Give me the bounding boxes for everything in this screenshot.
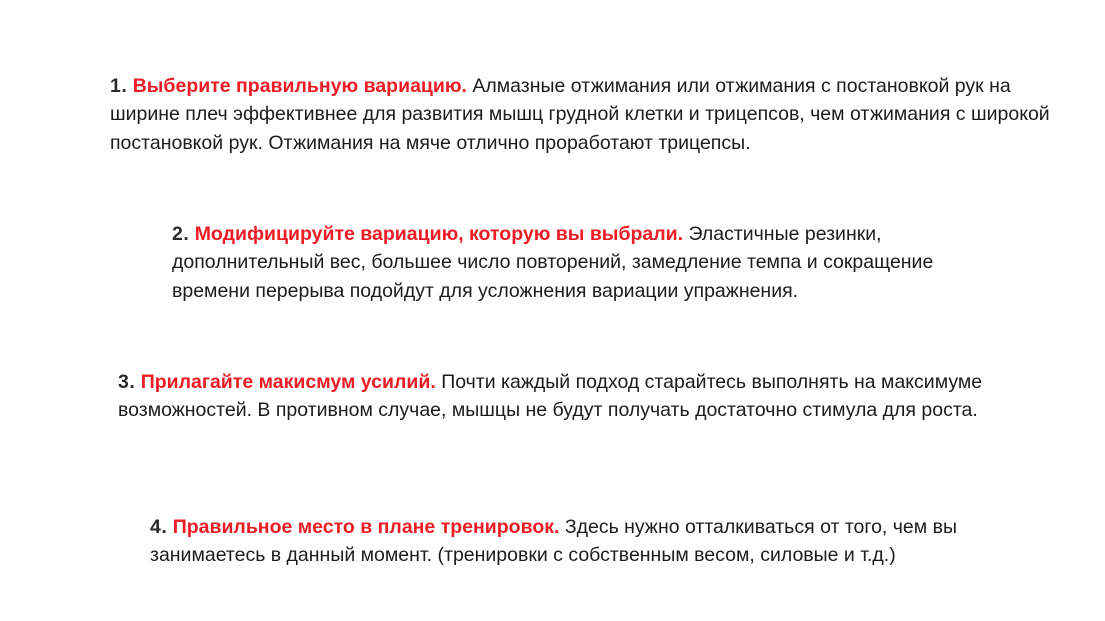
list-item-lead: Модифицируйте вариацию, которую вы выбрали. bbox=[194, 222, 684, 245]
list-item-lead: Выберите правильную вариацию. bbox=[132, 74, 467, 97]
list-item-lead: Прилагайте макисмум усилий. bbox=[140, 370, 436, 393]
list-item-number: 3. bbox=[118, 370, 136, 393]
list-item-number: 2. bbox=[172, 222, 190, 245]
list-item-body: Здесь нужно отталкиваться от того, чем вы занимаетесь в данный момент. (тренировки с собственным весом, силовые и т.д.) bbox=[150, 515, 957, 567]
list-item-body: Эластичные резинки, дополнительный вес, большее число повторений, замедление темпа и сокращение времени перерыва подойдут для усложнения вариации упражнения. bbox=[172, 222, 934, 303]
list-item-number: 4. bbox=[150, 515, 168, 538]
list-item bbox=[150, 513, 1040, 571]
list-item-body: Почти каждый подход старайтесь выполнять на максимуме возможностей. В противном случае, мышцы не будут получать достаточно стимула для роста. bbox=[118, 370, 983, 422]
list-item bbox=[118, 368, 1068, 426]
list-item bbox=[110, 72, 1055, 159]
list-item-body: Алмазные отжимания или отжимания с постановкой рук на ширине плеч эффективнее для развития мышц грудной клетки и трицепсов, чем отжимания с широкой постановкой рук. Отжимания на мяче отлично проработают трицепсы. bbox=[110, 74, 1050, 155]
list-item bbox=[172, 220, 1012, 307]
list-item-lead: Правильное место в плане тренировок. bbox=[172, 515, 560, 538]
list-item-number: 1. bbox=[110, 74, 128, 97]
